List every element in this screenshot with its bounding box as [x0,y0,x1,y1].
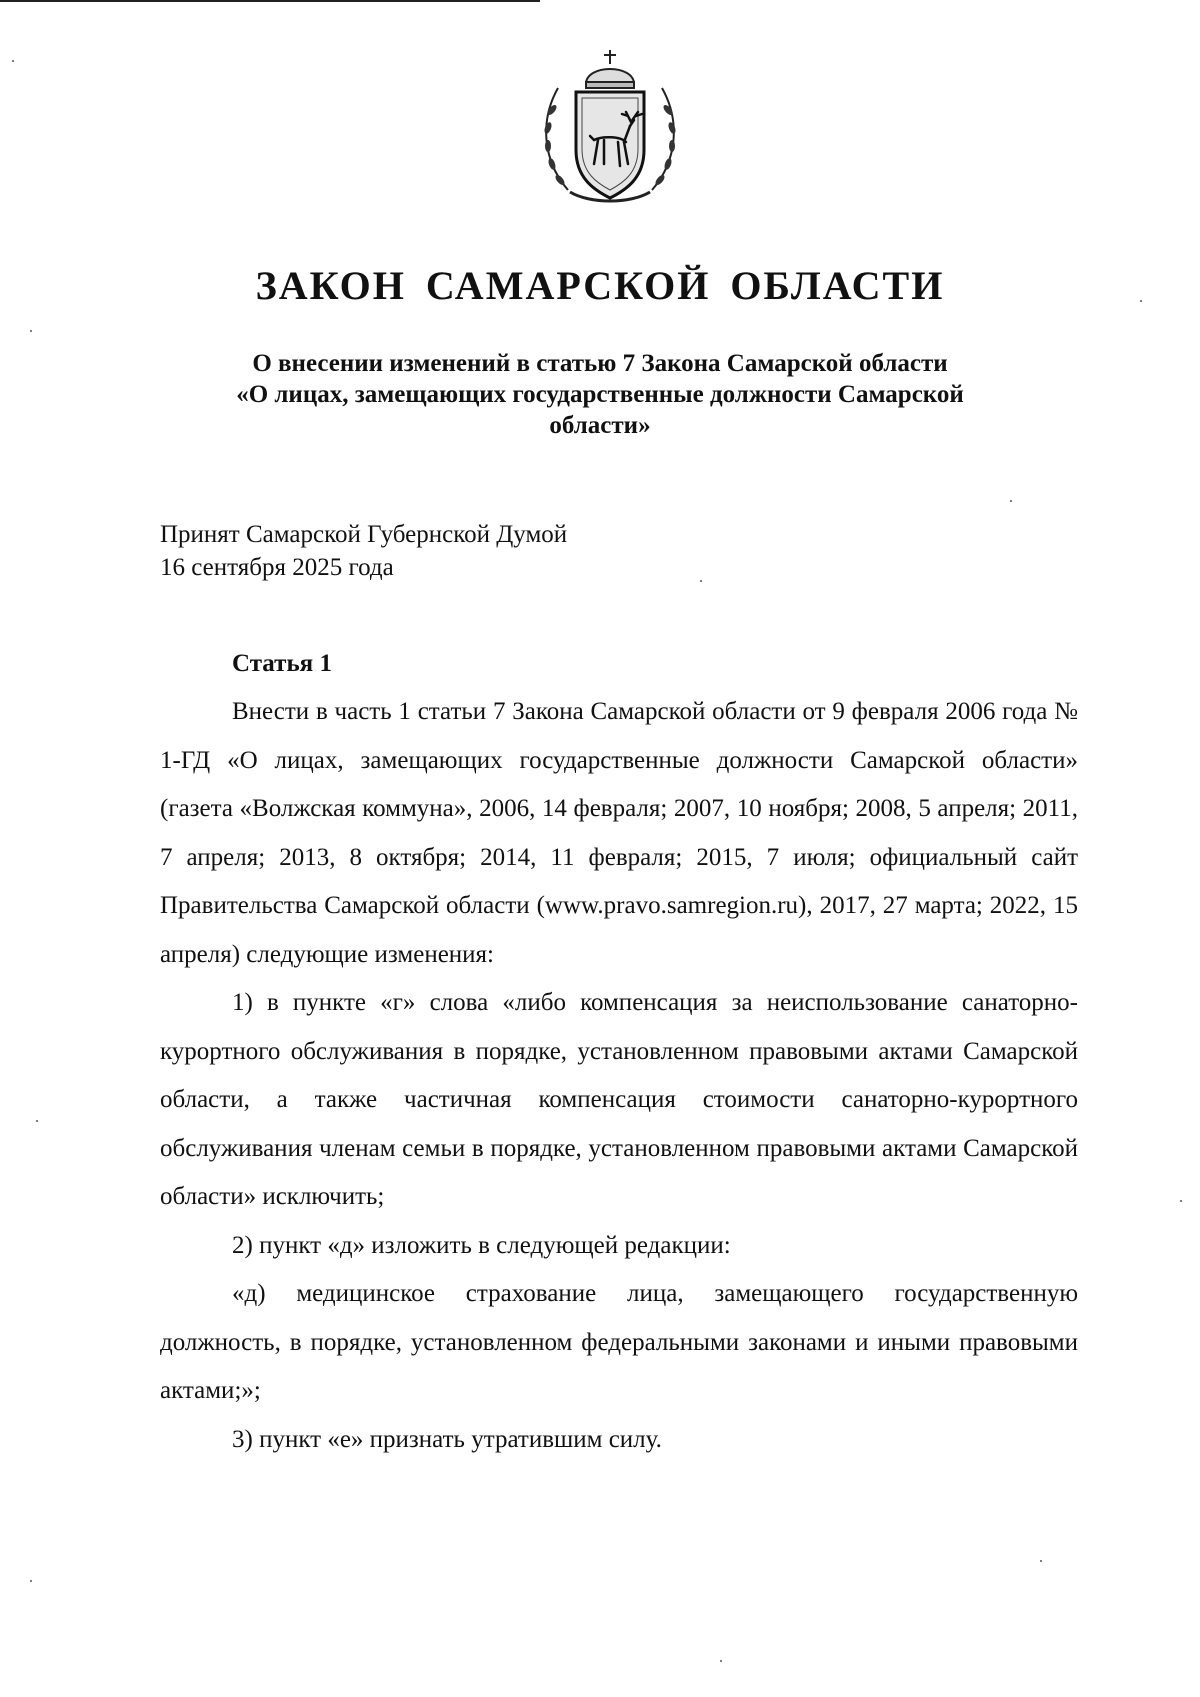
article-paragraph: 1) в пункте «г» слова «либо компенсация за неиспользование санаторно-курортного обслуживания в порядке, установленном правовыми актами Самарской области, а также частичная компенсация стоимости санаторно-курортного обслуживания членам семьи в порядке, установленном правовыми актами Самарской области» исключить; [160,989,1078,1210]
article-paragraph: «д) медицинское страхование лица, замещающего государственную должность, в порядке, установленном федеральными законами и иными правовыми актами;»; [160,1280,1078,1404]
article-paragraph: Внести в часть 1 статьи 7 Закона Самарской области от 9 февраля 2006 года № 1-ГД «О лицах, замещающих государственные должности Самарской области» (газета «Волжская коммуна», 2006, 14 февраля; 2007, 10 ноября; 2008, 5 апреля; 2011, 7 апреля; 2013, 8 октября; 2014, 11 февраля; 2015, 7 июля; официальный сайт Правительства Самарской области (www.pravo.samregion.ru), 2017, 27 марта; 2022, 15 апреля) следующие изменения: [160,698,1078,968]
article-heading: Статья 1 [232,650,332,677]
scan-speck [1040,1560,1042,1562]
scan-speck [1140,300,1142,302]
subtitle-line: О внесении изменений в статью 7 Закона Самарской области [252,350,948,377]
coat-of-arms-icon [530,40,690,210]
scan-speck [12,60,14,62]
scan-speck [700,580,702,582]
scan-speck [36,1120,38,1122]
article-paragraph: 2) пункт «д» изложить в следующей редакции: [232,1231,731,1259]
document-title: ЗАКОН САМАРСКОЙ ОБЛАСТИ [255,263,945,308]
adoption-note [160,518,567,584]
scan-speck [30,330,32,332]
scan-speck [1180,1200,1182,1202]
scan-speck [720,1660,722,1662]
top-scan-rule [0,0,540,2]
article-body [160,688,1078,1464]
article-paragraph: 3) пункт «е» признать утратившим силу. [232,1425,662,1453]
scan-speck [30,1580,32,1582]
adopted-by: Принят Самарской Губернской Думой [160,521,568,548]
subtitle-line: области» [549,412,651,439]
adopted-date: 16 сентября 2025 года [160,554,394,581]
subtitle-line: «О лицах, замещающих государственные должности Самарской [236,381,964,408]
scan-speck [1010,500,1012,502]
document-subtitle [190,348,1010,441]
